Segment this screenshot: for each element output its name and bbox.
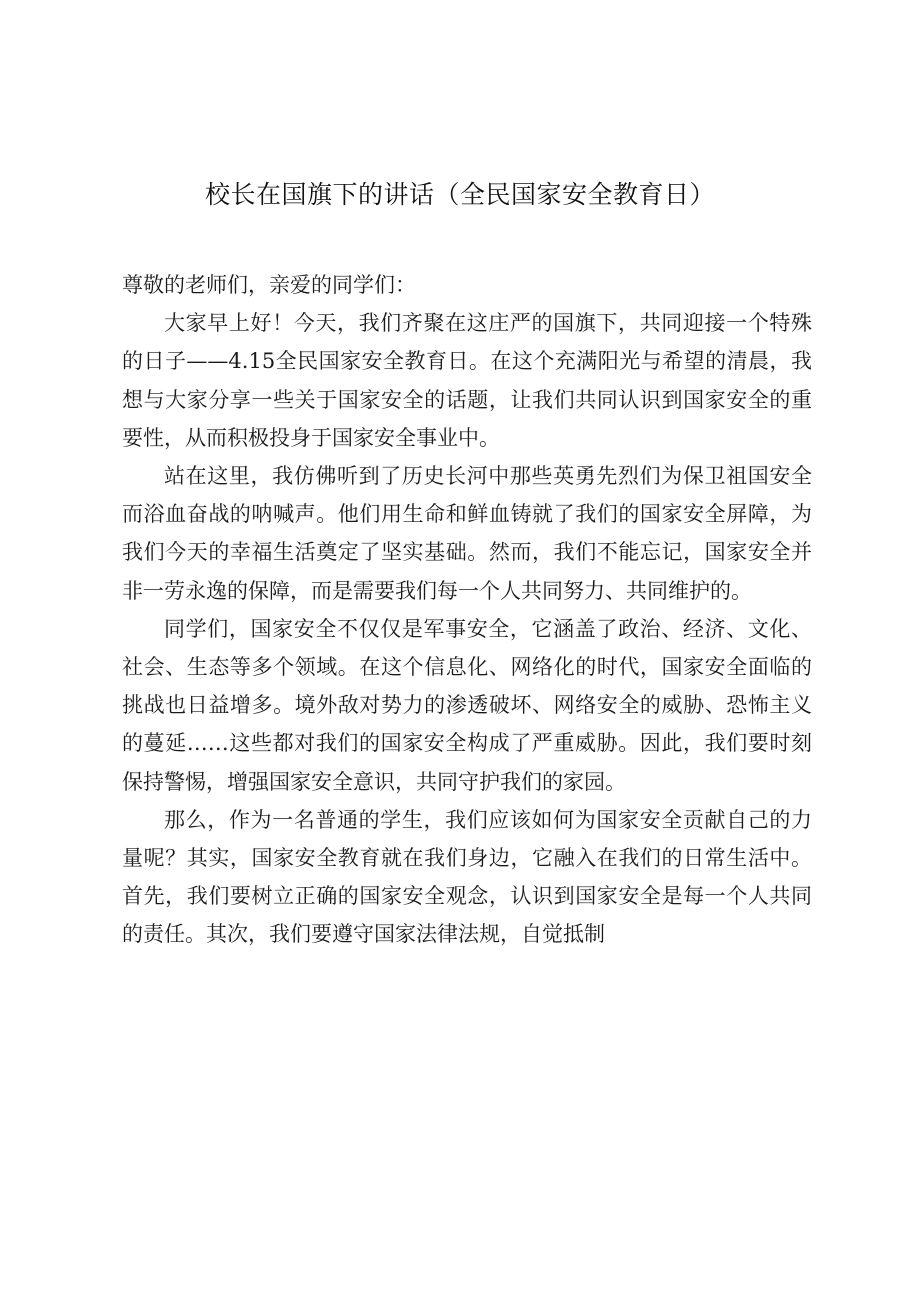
paragraph-2: 站在这里，我仿佛听到了历史长河中那些英勇先烈们为保卫祖国安全而浴血奋战的呐喊声。他们用生命和鲜血铸就了我们的国家安全屏障，为我们今天的幸福生活奠定了坚实基础。然而，我们不能忘记，国家安全并非一劳永逸的保障，而是需要我们每一个人共同努力、共同维护的。 <box>122 464 812 603</box>
document-body <box>122 266 812 954</box>
document-title: 校长在国旗下的讲话（全民国家安全教育日） <box>204 180 715 209</box>
paragraph-3: 同学们，国家安全不仅仅是军事安全，它涵盖了政治、经济、文化、社会、生态等多个领域。在这个信息化、网络化的时代，国家安全面临的挑战也日益增多。境外敌对势力的渗透破坏、网络安全的威胁、恐怖主义的蔓延……这些都对我们的国家安全构成了严重威胁。因此，我们要时刻保持警惕，增强国家安全意识，共同守护我们的家园。 <box>122 616 812 794</box>
salutation: 尊敬的老师们，亲爱的同学们： <box>122 273 416 297</box>
paragraph-1: 大家早上好！今天，我们齐聚在这庄严的国旗下，共同迎接一个特殊的日子——4.15全民国家安全教育日。在这个充满阳光与希望的清晨，我想与大家分享一些关于国家安全的话题，让我们共同认识到国家安全的重要性，从而积极投身于国家安全事业中。 <box>122 311 812 450</box>
paragraph-4: 那么，作为一名普通的学生，我们应该如何为国家安全贡献自己的力量呢？其实，国家安全教育就在我们身边，它融入在我们的日常生活中。首先，我们要树立正确的国家安全观念，认识到国家安全是每一个人共同的责任。其次，我们要遵守国家法律法规，自觉抵制 <box>122 807 812 947</box>
